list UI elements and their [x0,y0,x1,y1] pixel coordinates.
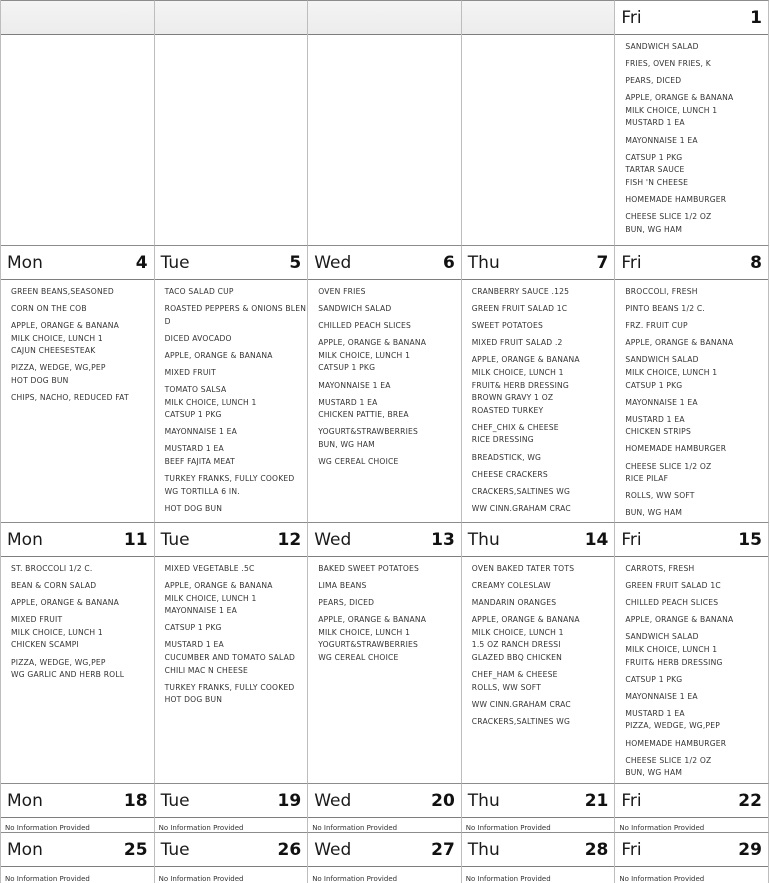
menu-item: APPLE, ORANGE & BANANA [625,93,734,103]
day-name: Tue [160,790,190,811]
menu-item: BEEF FAJITA MEAT [164,457,235,467]
day-header [462,246,615,280]
calendar-week [1,783,770,832]
day-name: Thu [467,790,500,811]
menu-item: FRUIT& HERB DRESSING [625,657,723,667]
menu-item-list [1,557,154,682]
day-number: 29 [738,839,762,860]
menu-item: FRIES, OVEN FRIES, K [625,59,711,69]
menu-item: GREEN BEANS,SEASONED [11,287,114,296]
menu-item: MILK CHOICE, LUNCH 1 [625,367,718,377]
day-cell[interactable] [308,245,462,522]
menu-item: CHEF_CHIX & CHEESE [471,422,559,432]
menu-item: CATSUP 1 PKG [625,674,683,684]
menu-item: MUSTARD 1 EA [625,118,685,128]
menu-item: CHEF_HAM & CHEESE [471,670,558,680]
menu-item: MAYONNAISE 1 EA [625,397,698,407]
day-cell[interactable] [462,522,616,783]
menu-item: FRUIT& HERB DRESSING [471,380,569,390]
day-cell[interactable] [462,832,616,883]
day-cell[interactable] [1,783,155,832]
menu-item-list [462,557,615,729]
menu-item: MILK CHOICE, LUNCH 1 [471,367,564,377]
menu-item: CATSUP 1 PKG [164,410,222,420]
menu-item-list [308,557,461,665]
menu-item: OVEN BAKED TATER TOTS [471,564,575,573]
no-information-note: No Information Provided [312,824,398,832]
day-number: 5 [289,252,302,273]
day-cell[interactable] [1,245,155,522]
menu-item-list [615,280,768,520]
menu-item: HOT DOG BUN [164,695,223,705]
menu-item: PIZZA, WEDGE, WG,PEP [625,721,721,731]
day-name: Wed [314,839,352,860]
day-cell[interactable] [1,0,155,245]
menu-item: BUN, WG HAM [318,439,375,449]
menu-item: MILK CHOICE, LUNCH 1 [625,105,718,115]
menu-item: CHILLED PEACH SLICES [625,598,719,608]
menu-item: FRZ. FRUIT CUP [625,321,688,331]
menu-item: CARROTS, FRESH [625,564,695,573]
day-number: 8 [750,252,762,273]
day-number: 6 [442,252,455,273]
menu-item: MILK CHOICE, LUNCH 1 [11,333,103,343]
menu-item: APPLE, ORANGE & BANANA [11,598,120,608]
day-header [462,784,615,818]
menu-item: MAYONNAISE 1 EA [318,380,391,390]
menu-item: APPLE, ORANGE & BANANA [471,615,580,625]
day-header [1,246,154,280]
menu-item: ROLLS, WW SOFT [625,491,695,501]
menu-item: PIZZA, WEDGE, WG,PEP [11,363,106,373]
menu-item: MUSTARD 1 EA [318,397,378,407]
menu-item: CHEESE CRACKERS [471,469,548,479]
day-header [615,523,768,557]
day-name: Fri [621,7,642,28]
menu-item: PIZZA, WEDGE, WG,PEP [11,657,106,667]
day-number: 27 [431,839,455,860]
day-name: Mon [7,529,43,550]
menu-item: MAYONNAISE 1 EA [625,691,698,701]
menu-item: GREEN FRUIT SALAD 1C [625,581,721,591]
menu-item: BROCCOLI, FRESH [625,287,698,296]
day-cell[interactable] [1,832,155,883]
menu-item: CHILI MAC N CHEESE [164,665,248,675]
menu-item: MUSTARD 1 EA [625,414,685,424]
day-cell[interactable] [308,522,462,783]
day-header [308,246,461,280]
menu-item: MAYONNAISE 1 EA [164,427,238,437]
day-header [155,784,308,818]
day-number: 14 [584,529,609,550]
menu-item: RICE DRESSING [471,435,534,445]
day-header [308,523,461,557]
menu-item: 1.5 OZ RANCH DRESSI [471,640,561,650]
menu-item: SANDWICH SALAD [625,42,699,51]
menu-item: DICED AVOCADO [164,333,232,343]
menu-item: MANDARIN ORANGES [471,598,557,608]
menu-item: HOMEMADE HAMBURGER [625,738,727,748]
day-name: Fri [621,252,642,273]
day-header [615,784,768,818]
menu-item: HOMEMADE HAMBURGER [625,194,727,204]
day-header [1,1,154,35]
menu-item: MILK CHOICE, LUNCH 1 [471,627,564,637]
no-information-note: No Information Provided [465,824,551,832]
menu-item: CHIPS, NACHO, REDUCED FAT [11,393,129,403]
day-cell[interactable] [615,832,769,883]
menu-item: TOMATO SALSA [164,385,227,395]
menu-item: LIMA BEANS [318,581,367,591]
day-name: Fri [621,529,642,550]
day-name: Mon [7,839,43,860]
day-cell[interactable] [155,783,309,832]
menu-item: CRANBERRY SAUCE .125 [471,287,570,296]
menu-item: ROASTED TURKEY [471,405,544,415]
menu-item: BUN, WG HAM [625,224,683,234]
menu-item: CHEESE SLICE 1/2 OZ [625,755,712,765]
menu-item: MILK CHOICE, LUNCH 1 [625,644,718,654]
menu-item: SANDWICH SALAD [625,632,699,642]
day-number: 15 [738,529,762,550]
day-cell[interactable] [308,783,462,832]
menu-item: MIXED VEGETABLE .5C [164,564,255,573]
menu-item: MAYONNAISE 1 EA [625,135,698,145]
day-header [308,833,461,867]
menu-item: MUSTARD 1 EA [164,444,224,454]
menu-item: YOGURT&STRAWBERRIES [318,427,419,437]
day-cell[interactable] [308,0,462,245]
day-name: Mon [7,252,43,273]
menu-item: RICE PILAF [625,474,669,484]
menu-item-list [155,557,308,707]
menu-item: TACO SALAD CUP [164,287,234,296]
day-number: 20 [431,790,455,811]
day-header [1,833,154,867]
no-information-note: No Information Provided [312,875,398,883]
menu-item: FISH 'N CHEESE [625,177,689,187]
day-name: Wed [314,252,352,273]
menu-item: BREADSTICK, WG [471,452,542,462]
day-header [462,833,615,867]
day-cell[interactable] [1,522,155,783]
menu-item: ROASTED PEPPERS & ONIONS BLEN [164,304,307,314]
menu-item: WW CINN.GRAHAM CRAC [471,699,571,709]
menu-item: MILK CHOICE, LUNCH 1 [11,627,103,637]
menu-item: MUSTARD 1 EA [164,640,224,650]
menu-item: SANDWICH SALAD [318,304,392,314]
day-name: Thu [467,839,500,860]
menu-item: PINTO BEANS 1/2 C. [625,304,705,314]
menu-item: WG GARLIC AND HERB ROLL [11,670,125,680]
day-number: 28 [584,839,609,860]
day-header [308,1,461,35]
day-number: 7 [596,252,609,273]
day-name: Tue [160,529,190,550]
day-number: 1 [750,7,762,28]
day-header [1,784,154,818]
menu-item: CREAMY COLESLAW [471,581,551,591]
menu-item: YOGURT&STRAWBERRIES [318,640,419,650]
menu-item: TURKEY FRANKS, FULLY COOKED [164,682,295,692]
no-information-note: No Information Provided [5,875,90,883]
menu-item: BUN, WG HAM [625,508,683,518]
menu-item: CATSUP 1 PKG [625,380,683,390]
menu-item: MIXED FRUIT SALAD .2 [471,338,563,348]
calendar-week [1,245,770,522]
day-number: 12 [277,529,302,550]
menu-item: CATSUP 1 PKG [318,363,376,373]
menu-item: OVEN FRIES [318,287,366,296]
day-header [155,523,308,557]
menu-item: BEAN & CORN SALAD [11,581,97,591]
menu-item: APPLE, ORANGE & BANANA [318,615,427,625]
no-information-note: No Information Provided [619,824,705,832]
no-information-note: No Information Provided [158,824,244,832]
day-cell[interactable] [462,0,616,245]
day-cell[interactable] [155,245,309,522]
menu-item: HOT DOG BUN [11,376,69,386]
day-number: 13 [431,529,455,550]
day-number: 4 [135,252,148,273]
menu-item: SWEET POTATOES [471,321,544,331]
menu-item: ROLLS, WW SOFT [471,682,542,692]
menu-item: WG TORTILLA 6 IN. [164,486,240,496]
no-information-note: No Information Provided [619,875,705,883]
day-number: 25 [123,839,148,860]
menu-item: MAYONNAISE 1 EA [164,606,238,616]
menu-item: GREEN FRUIT SALAD 1C [471,304,568,314]
day-header [155,1,308,35]
menu-item: WG CEREAL CHOICE [318,457,399,467]
menu-item: PEARS, DICED [625,76,682,86]
menu-item: ST. BROCCOLI 1/2 C. [11,564,93,573]
day-header [462,523,615,557]
menu-item: MUSTARD 1 EA [625,708,685,718]
day-header [308,784,461,818]
menu-item: CHICKEN STRIPS [625,427,691,437]
no-information-note: No Information Provided [5,824,90,832]
day-header [155,833,308,867]
day-header [1,523,154,557]
day-cell[interactable] [462,245,616,522]
day-header [615,1,768,35]
day-name: Tue [160,839,190,860]
menu-item: MIXED FRUIT [164,367,216,377]
day-number: 26 [277,839,302,860]
menu-item: MILK CHOICE, LUNCH 1 [164,593,257,603]
menu-item: HOT DOG BUN [164,503,223,513]
menu-item-list [155,280,308,515]
menu-item: CHICKEN SCAMPI [11,640,79,650]
day-number: 21 [584,790,609,811]
calendar-week [1,832,770,883]
menu-item: APPLE, ORANGE & BANANA [471,355,580,365]
day-cell[interactable] [615,783,769,832]
day-header [615,833,768,867]
menu-item: CORN ON THE COB [11,304,87,314]
calendar-week [1,522,770,783]
day-name: Fri [621,790,642,811]
day-cell[interactable] [462,783,616,832]
menu-item-list [308,280,461,469]
menu-item: CATSUP 1 PKG [625,152,683,162]
menu-item: PEARS, DICED [318,598,375,608]
menu-item: MIXED FRUIT [11,615,63,625]
menu-item: APPLE, ORANGE & BANANA [164,581,273,591]
menu-item: MILK CHOICE, LUNCH 1 [164,397,257,407]
menu-item: CRACKERS,SALTINES WG [471,486,571,496]
day-cell[interactable] [615,245,769,522]
menu-item-list [1,280,154,405]
menu-item: APPLE, ORANGE & BANANA [625,615,734,625]
day-name: Thu [467,529,500,550]
day-name: Wed [314,529,352,550]
menu-item: BAKED SWEET POTATOES [318,564,420,573]
no-information-note: No Information Provided [465,875,551,883]
day-number: 22 [738,790,762,811]
menu-item: CAJUN CHEESESTEAK [11,346,96,356]
day-name: Tue [160,252,190,273]
menu-item: WG CEREAL CHOICE [318,653,399,663]
day-cell[interactable] [155,0,309,245]
menu-item: APPLE, ORANGE & BANANA [318,338,427,348]
day-name: Wed [314,790,352,811]
menu-item: SANDWICH SALAD [625,355,699,365]
menu-item: WW CINN.GRAHAM CRAC [471,503,571,513]
menu-item: CUCUMBER AND TOMATO SALAD [164,653,296,663]
day-header [615,246,768,280]
menu-item: BROWN GRAVY 1 OZ [471,393,554,403]
menu-item-list [462,280,615,515]
day-cell[interactable] [615,0,769,245]
menu-item: CRACKERS,SALTINES WG [471,716,571,726]
menu-item: CHEESE SLICE 1/2 OZ [625,212,712,222]
day-number: 11 [123,529,148,550]
calendar-week [1,0,770,245]
day-number: 18 [123,790,148,811]
menu-item: D [164,316,171,326]
menu-item: HOMEMADE HAMBURGER [625,444,727,454]
day-name: Thu [467,252,500,273]
menu-item: MILK CHOICE, LUNCH 1 [318,350,411,360]
menu-item-list [615,557,768,780]
day-name: Mon [7,790,43,811]
menu-item: CATSUP 1 PKG [164,623,222,633]
menu-item: APPLE, ORANGE & BANANA [11,321,120,331]
menu-item: BUN, WG HAM [625,768,683,778]
menu-item-list [615,35,768,236]
menu-item: TURKEY FRANKS, FULLY COOKED [164,474,295,484]
day-cell[interactable] [155,832,309,883]
menu-item: APPLE, ORANGE & BANANA [625,338,734,348]
day-header [155,246,308,280]
menu-item: TARTAR SAUCE [625,165,685,175]
day-cell[interactable] [155,522,309,783]
menu-item: GLAZED BBQ CHICKEN [471,653,562,663]
menu-item: MILK CHOICE, LUNCH 1 [318,627,411,637]
day-number: 19 [277,790,302,811]
day-header [462,1,615,35]
menu-item: CHEESE SLICE 1/2 OZ [625,461,712,471]
day-name: Fri [621,839,642,860]
menu-item: CHICKEN PATTIE, BREA [318,410,409,420]
menu-item: CHILLED PEACH SLICES [318,321,412,331]
no-information-note: No Information Provided [158,875,244,883]
day-cell[interactable] [308,832,462,883]
day-cell[interactable] [615,522,769,783]
menu-item: APPLE, ORANGE & BANANA [164,350,273,360]
